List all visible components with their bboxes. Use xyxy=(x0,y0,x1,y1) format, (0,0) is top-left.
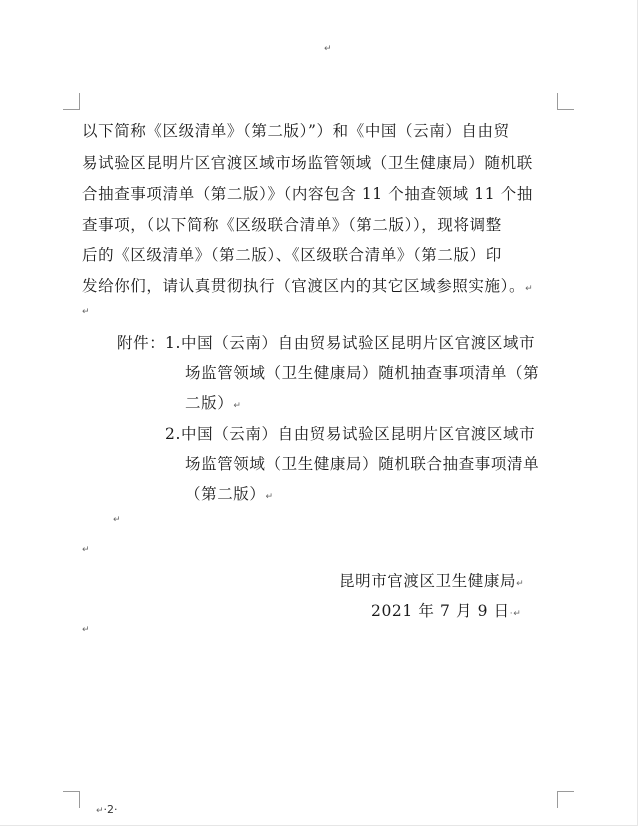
attachment-item-line: 场监管领域（卫生健康局）随机抽查事项清单（第 xyxy=(185,364,540,382)
body-line: 查事项，（以下简称《区级联合清单》（第二版）），现将调整 xyxy=(82,216,502,234)
paragraph-mark-icon: ↵ xyxy=(82,545,90,555)
paragraph-mark-icon: ↵ xyxy=(82,307,90,317)
attachment-item-line: （第二版）↵ xyxy=(185,485,274,503)
paragraph-mark-icon: ↵ xyxy=(96,806,104,816)
body-line: 合抽查事项清单（第二版）》（内容包含 11 个抽查领域 11 个抽 xyxy=(82,185,533,203)
body-line: 发给你们，请认真贯彻执行（官渡区内的其它区域参照实施）。↵ xyxy=(82,277,534,295)
attachment-item-line: 2.中国（云南）自由贸易试验区昆明片区官渡区域市 xyxy=(165,425,536,443)
body-line: 易试验区昆明片区官渡区域市场监管领域（卫生健康局）随机联 xyxy=(82,154,533,172)
body-line: 后的《区级清单》（第二版）、《区级联合清单》（第二版）印 xyxy=(82,246,502,264)
signature-date: 2021 年 7 月 9 日·↵ xyxy=(371,602,522,620)
paragraph-mark-icon: ↵ xyxy=(525,284,534,294)
paragraph-mark-icon: ↵ xyxy=(113,515,121,525)
page-footer: ↵·2· xyxy=(96,803,118,816)
attachment-item-line: 场监管领域（卫生健康局）随机联合抽查事项清单 xyxy=(185,455,540,473)
attachment-item-line: 1.中国（云南）自由贸易试验区昆明片区官渡区域市 xyxy=(165,334,536,352)
space-dot-icon: · xyxy=(509,609,514,619)
paragraph-mark-icon: ↵ xyxy=(265,492,274,502)
paragraph-mark-icon: ↵ xyxy=(513,609,522,619)
page-number: 2 xyxy=(107,803,115,816)
paragraph-mark-icon: ↵ xyxy=(233,401,242,411)
paragraph-mark-icon: ↵ xyxy=(82,625,90,635)
body-line: 以下简称《区级清单》（第二版）”）和《中国（云南）自由贸 xyxy=(82,122,510,140)
paragraph-mark-icon: ↵ xyxy=(516,579,525,589)
attachment-item-line: 二版）↵ xyxy=(185,394,242,412)
crop-mark-top-left xyxy=(63,93,80,110)
attachment-label: 附件： xyxy=(117,334,166,352)
paragraph-mark-icon: ↵ xyxy=(324,44,332,54)
crop-mark-top-right xyxy=(557,93,574,110)
crop-mark-bottom-left xyxy=(63,791,80,808)
crop-mark-bottom-right xyxy=(557,791,574,808)
signature-organization: 昆明市官渡区卫生健康局↵ xyxy=(339,572,525,590)
